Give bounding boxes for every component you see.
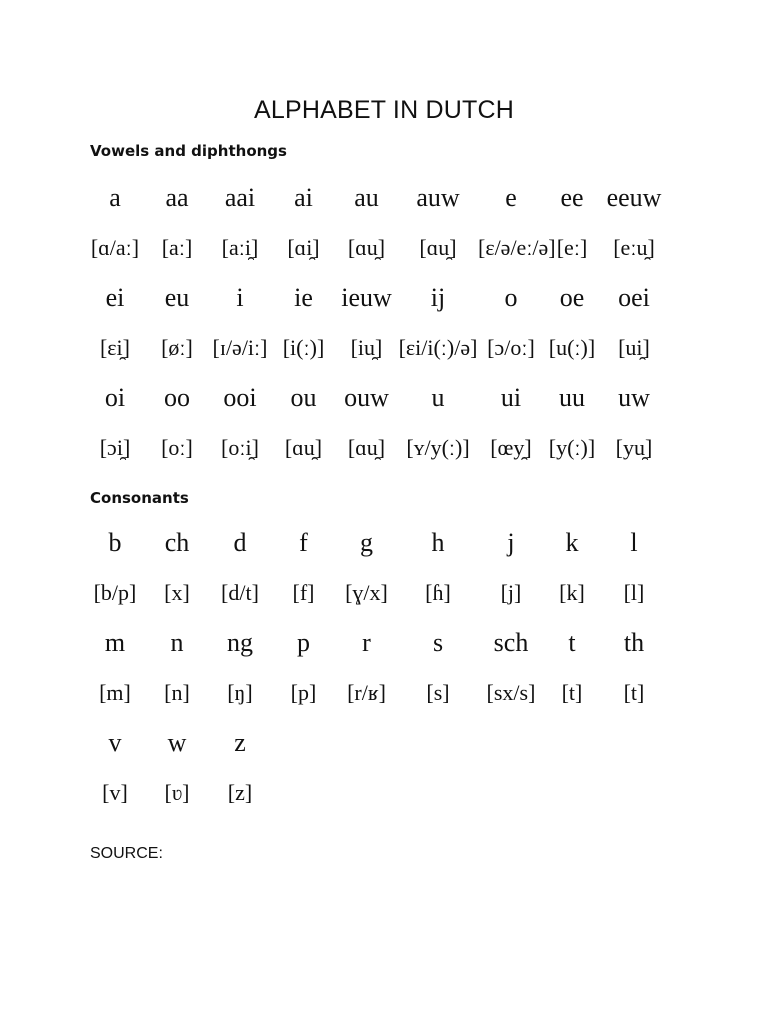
vowel-ipa: [aːi̯] — [221, 235, 259, 260]
consonant-letter-row — [84, 718, 684, 768]
vowel-ipa: [y(ː)] — [548, 435, 596, 460]
vowel-ipa: [ɪ/ə/iː] — [212, 335, 268, 360]
vowel-ipa: [u(ː)] — [548, 335, 596, 360]
vowel-ipa: [oːi̯] — [221, 435, 259, 460]
vowel-letter: oe — [559, 283, 585, 312]
vowel-ipa: [ɔi̯] — [99, 435, 131, 460]
vowel-letter: oei — [618, 283, 650, 312]
source-label: SOURCE: — [90, 845, 163, 862]
vowel-ipa: [ɑu̯] — [347, 235, 386, 260]
vowel-letter: ou — [290, 383, 317, 412]
vowel-letter: auw — [416, 183, 460, 212]
consonants-heading: Consonants — [90, 489, 189, 507]
consonant-ipa: [v] — [102, 780, 128, 805]
consonant-ipa: [m] — [99, 680, 131, 705]
consonant-letter: t — [568, 628, 576, 657]
consonant-ipa: [l] — [623, 580, 645, 605]
vowel-letter: a — [109, 183, 121, 212]
consonant-ipa: [ʋ] — [164, 780, 190, 805]
consonant-ipa: [t] — [561, 680, 583, 705]
vowel-letter: uw — [618, 383, 650, 412]
vowel-letter: ai — [294, 183, 313, 212]
consonant-letter: n — [170, 628, 184, 657]
consonant-letter: r — [362, 628, 371, 657]
vowel-ipa: [yu̯] — [615, 435, 653, 460]
vowel-letter: i — [236, 283, 244, 312]
vowel-ipa: [ɑ/aː] — [90, 235, 140, 260]
consonant-letter: s — [432, 628, 444, 657]
consonant-letter: g — [360, 528, 373, 557]
vowel-ipa: [ʏ/y(ː)] — [406, 435, 470, 460]
consonant-ipa-row — [84, 668, 684, 718]
vowel-ipa: [ɑu̯] — [419, 235, 457, 260]
vowel-ipa-row — [84, 223, 684, 273]
consonant-letter: th — [623, 628, 645, 657]
vowel-ipa: [ɑu̯] — [347, 435, 386, 460]
consonant-letter: f — [299, 528, 308, 557]
vowel-ipa: [ui̯] — [618, 335, 650, 360]
vowel-letter: uu — [559, 383, 585, 412]
vowel-letter: e — [505, 183, 517, 212]
vowel-ipa: [eːu̯] — [613, 235, 655, 260]
vowel-letter: ie — [294, 283, 313, 312]
vowel-letter-row — [84, 173, 684, 223]
consonant-ipa: [j] — [500, 580, 522, 605]
consonant-ipa: [s] — [426, 680, 450, 705]
vowel-letter: ouw — [344, 383, 389, 412]
consonant-letter-row — [84, 518, 684, 568]
consonant-letter: z — [234, 728, 246, 757]
vowel-letter: ei — [105, 283, 125, 312]
vowel-ipa: [iu̯] — [350, 335, 383, 360]
vowel-ipa: [ɛi/i(ː)/ə] — [398, 335, 478, 360]
consonant-ipa: [n] — [164, 680, 190, 705]
vowel-letter: oo — [164, 383, 190, 412]
consonant-ipa: [k] — [559, 580, 585, 605]
consonant-ipa: [f] — [292, 580, 315, 605]
vowel-ipa-row — [84, 323, 684, 373]
vowel-letter: ui — [500, 383, 522, 412]
consonant-letter: k — [565, 528, 579, 557]
consonant-ipa: [ɣ/x] — [345, 580, 388, 605]
consonant-letter: sch — [493, 628, 529, 657]
consonant-ipa-row — [84, 768, 684, 818]
vowel-letter: ee — [560, 183, 584, 212]
vowel-letter: o — [504, 283, 518, 312]
consonant-ipa: [d/t] — [221, 580, 259, 605]
vowel-ipa: [ɛ/ə/eː/ə] — [478, 235, 556, 260]
consonant-ipa: [t] — [623, 680, 645, 705]
consonant-letter: m — [104, 628, 126, 657]
consonants-table — [84, 518, 684, 818]
vowel-ipa: [ɛi̯] — [99, 335, 130, 360]
vowel-letter: oi — [104, 383, 126, 412]
consonant-ipa: [r/ʁ] — [347, 680, 386, 705]
consonant-ipa: [b/p] — [93, 580, 137, 605]
vowels-table — [84, 173, 684, 473]
consonant-ipa-row — [84, 568, 684, 618]
vowel-ipa: [i(ː)] — [282, 335, 325, 360]
consonant-letter: h — [431, 528, 445, 557]
vowel-ipa: [aː] — [161, 235, 193, 260]
vowel-ipa: [ɑi̯] — [287, 235, 320, 260]
vowel-ipa: [ɑu̯] — [284, 435, 323, 460]
consonant-letter: l — [630, 528, 638, 557]
consonant-letter: w — [167, 728, 187, 757]
vowel-letter: au — [354, 183, 379, 212]
consonant-letter: p — [297, 628, 310, 657]
consonant-ipa: [ŋ] — [227, 680, 253, 705]
vowel-letter: u — [431, 383, 445, 412]
vowel-letter: ij — [430, 283, 446, 312]
vowel-letter: eu — [164, 283, 190, 312]
consonant-letter: d — [233, 528, 247, 557]
vowels-heading: Vowels and diphthongs — [90, 142, 287, 160]
page-title: ALPHABET IN DUTCH — [254, 96, 514, 124]
vowel-letter: aa — [165, 183, 189, 212]
vowel-letter-row — [84, 373, 684, 423]
vowel-letter: ieuw — [341, 283, 392, 312]
consonant-ipa: [sx/s] — [486, 680, 536, 705]
vowel-ipa: [eː] — [556, 235, 588, 260]
consonant-ipa: [ɦ] — [425, 580, 451, 605]
consonant-letter-row — [84, 618, 684, 668]
vowel-ipa: [øː] — [161, 335, 193, 360]
consonant-letter: j — [507, 528, 515, 557]
vowel-letter-row — [84, 273, 684, 323]
consonant-letter: ng — [227, 628, 253, 657]
consonant-ipa: [p] — [290, 680, 317, 705]
consonant-ipa: [z] — [227, 780, 253, 805]
vowel-ipa: [oː] — [161, 435, 193, 460]
consonant-ipa: [x] — [164, 580, 190, 605]
vowel-letter: ooi — [223, 383, 257, 412]
vowel-ipa: [ɔ/oː] — [487, 335, 535, 360]
vowel-letter: aai — [224, 183, 256, 212]
consonant-letter: v — [108, 728, 122, 757]
consonant-letter: ch — [164, 528, 190, 557]
consonant-letter: b — [108, 528, 122, 557]
vowel-ipa-row — [84, 423, 684, 473]
vowel-letter: eeuw — [606, 183, 662, 212]
vowel-ipa: [œy̯] — [490, 435, 532, 460]
